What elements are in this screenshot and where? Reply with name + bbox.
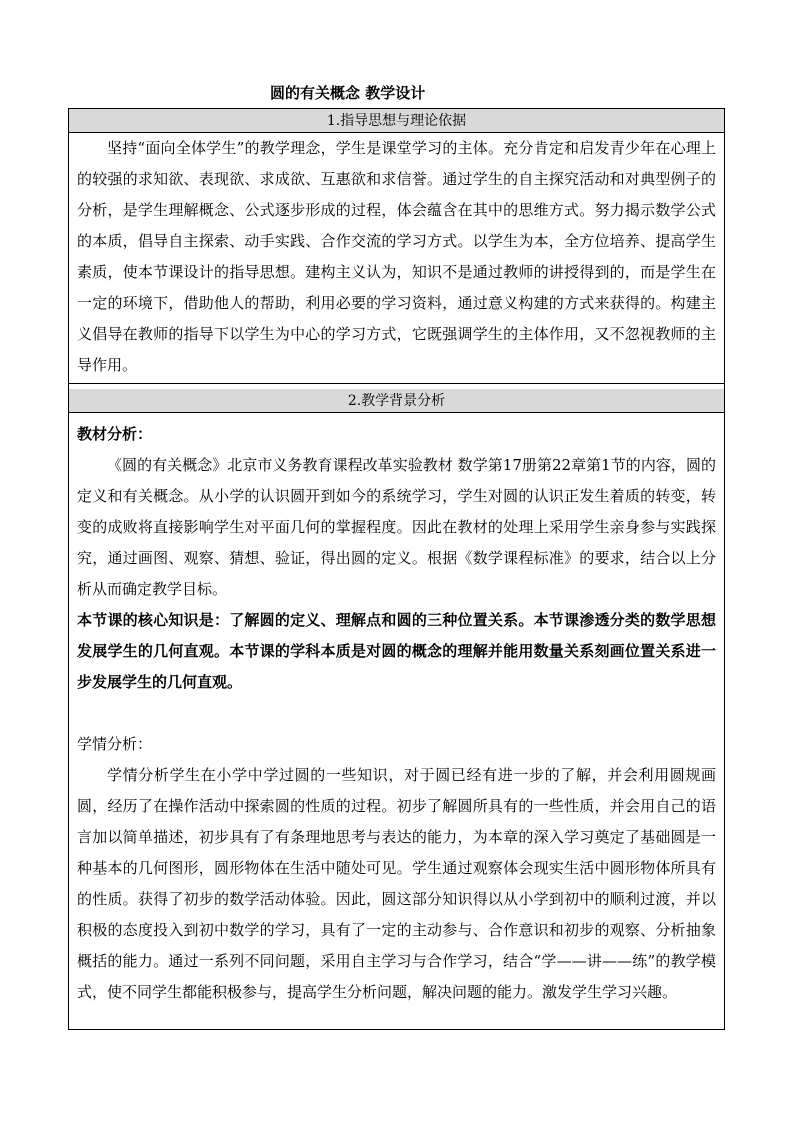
core-knowledge-paragraph: 本节课的核心知识是：了解圆的定义、理解点和圆的三种位置关系。本节课渗透分类的数学思想发展学生的几何直观。本节课的学科本质是对圆的概念的理解并能用数量关系刻画位置关系进一步发展学生的几何直观。: [77, 611, 716, 691]
guiding-ideology-paragraph: 坚持“面向全体学生”的教学理念，学生是课堂学习的主体。充分肯定和启发青少年在心理上的较强的求知欲、表现欲、求成欲、互惠欲和求信誉。通过学生的自主探究活动和对典型例子的分析，是学生理解概念、公式逐步形成的过程，体会蕴含在其中的思维方式。努力揭示数学公式的本质，倡导自主探索、动手实践、合作交流的学习方式。以学生为本，全方位培养、提高学生素质，使本节课设计的指导思想。建构主义认为，知识不是通过教师的讲授得到的，而是学生在一定的环境下，借助他人的帮助，利用必要的学习资料，通过意义构建的方式来获得的。构建主义倡导在教师的指导下以学生为中心的学习方式，它既强调学生的主体作用，又不忽视教师的主导作用。: [77, 139, 716, 374]
textbook-analysis-paragraph: 《圆的有关概念》北京市义务教育课程改革实验教材 数学第17册第22章第1节的内容，圆的定义和有关概念。从小学的认识圆开到如今的系统学习，学生对圆的认识正发生着质的转变，转变的成败将直接影响学生对平面几何的掌握程度。因此在教材的处理上采用学生亲身参与实践探究，通过画图、观察、猜想、验证，得出圆的定义。根据《数学课程标准》的要求，结合以上分析从而确定教学目标。: [77, 456, 716, 598]
section-divider: [69, 383, 724, 384]
student-analysis-label: 学情分析：: [77, 735, 153, 753]
section-header-teaching-background: 2.教学背景分析: [69, 389, 724, 413]
blank-line: [77, 698, 716, 729]
student-analysis-paragraph: 学情分析学生在小学中学过圆的一些知识，对于圆已经有进一步的了解，并会利用圆规画圆，经历了在操作活动中探索圆的性质的过程。初步了解圆所具有的一些性质，并会用自己的语言加以简单描述，初步具有了有条理地思考与表达的能力，为本章的深入学习奠定了基础圆是一种基本的几何图形，圆形物体在生活中随处可见。学生通过观察体会现实生活中圆形物体所具有的性质。获得了初步的数学活动体验。因此，圆这部分知识得以从小学到初中的顺利过渡，并以积极的态度投入到初中数学的学习，具有了一定的主动参与、合作意识和初步的观察、分析抽象概括的能力。通过一系列不同问题，采用自主学习与合作学习，结合“学——讲——练”的教学模式，使不同学生都能积极参与，提高学生分析问题，解决问题的能力。激发学生学习兴趣。: [77, 766, 716, 1001]
section-body-guiding-ideology: [77, 133, 716, 381]
document-title: 圆的有关概念 教学设计: [270, 84, 426, 102]
textbook-analysis-label: 教材分析：: [77, 425, 153, 443]
section-header-guiding-ideology: 1.指导思想与理论依据: [69, 109, 724, 133]
section-body-teaching-background: [77, 419, 716, 1008]
lesson-plan-table: [68, 108, 725, 1030]
